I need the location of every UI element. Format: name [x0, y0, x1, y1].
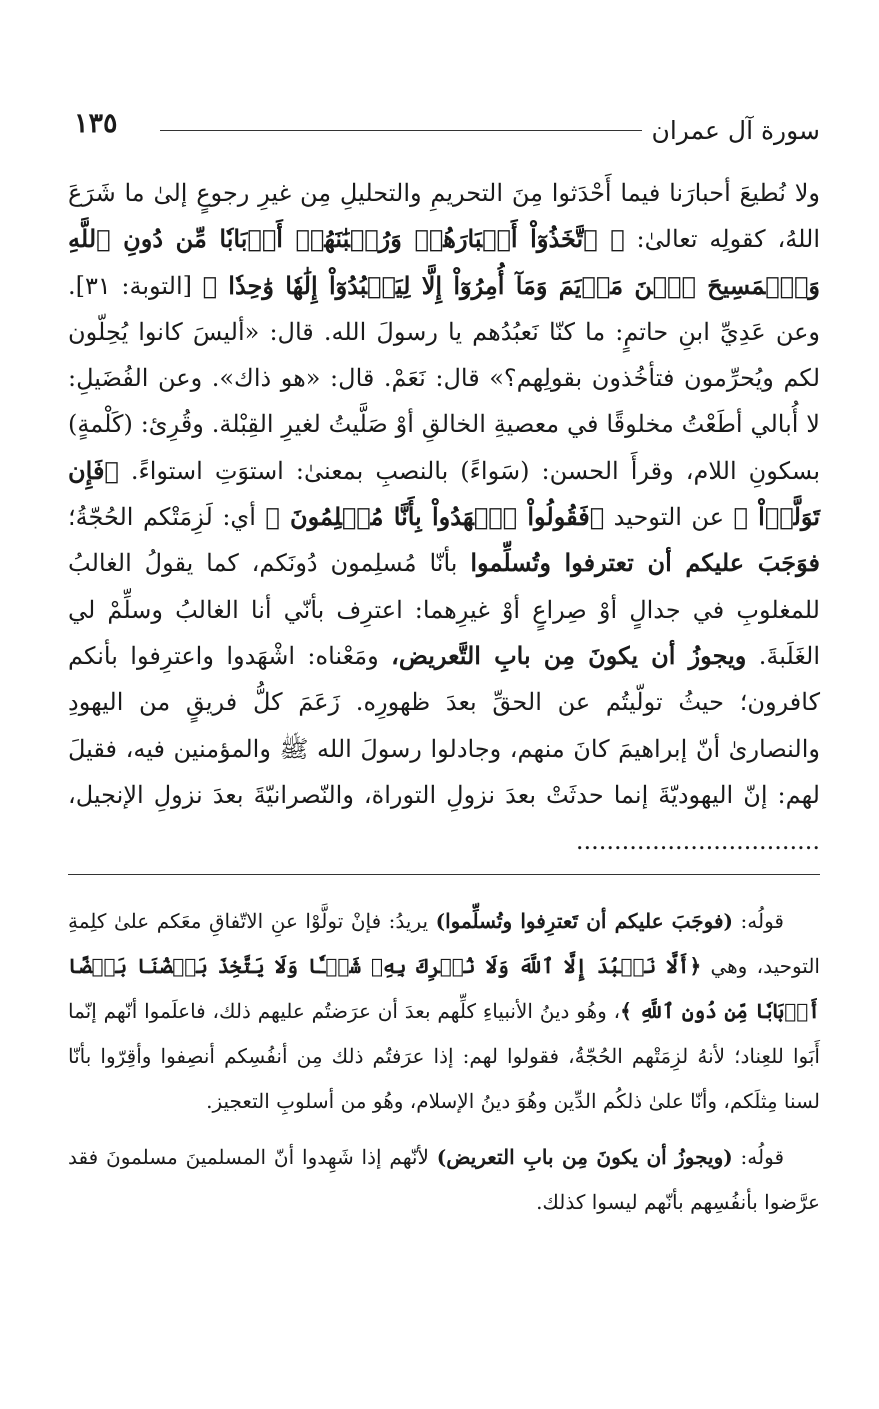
text-segment: ، وهُو دينُ الأنبياءِ كلِّهم بعدَ أن عرَضتُم عليهم ذلك، فاعلَموا أنّهم إنّما أَبَوا للعِناد؛ لأنهُ لزِمَتْهم الحُجّةُ، فقولوا لهم: إذا عرَفتُم ذلك مِن أنفُسِكم أنصِفوا وأقِرّوا بأنّا لسنا مِثلَكم، وأنّا علىٰ ذلكُم الدِّين وهُوَ دينُ الإسلام، وهُو من أسلوبِ التعجيز. — [68, 999, 820, 1113]
continuation-dots: ................................ — [575, 827, 820, 856]
text-segment: يريدُ: فإنْ تولَّوْا عنِ الاتّفاقِ معَكم علىٰ كلِمةِ التوحيد، وهي — [68, 909, 820, 979]
text-segment: قولُه: — [732, 1145, 784, 1170]
header-rule — [160, 130, 642, 131]
bold-phrase: فوَجَبَ عليكم أن تعترفوا وتُسلِّموا — [470, 548, 820, 578]
text-segment: لأنّهم إذا شَهِدوا أنّ المسلمينَ مسلمونَ فقد عرَّضوا بأنفُسِهم بأنّهم ليسوا كذلك. — [68, 1145, 820, 1215]
surah-title: سورة آل عمران — [651, 116, 820, 145]
bold-phrase: (ويجوزُ أن يكونَ مِن بابِ التعريض) — [436, 1145, 733, 1170]
page — [68, 108, 820, 1237]
footnote-2 — [68, 1135, 820, 1225]
page-number: ١٣٥ — [74, 108, 118, 139]
quran-verse: ﴿ ٱتَّخَذُوٓاْ أَحۡبَارَهُمۡ وَرُهۡبَٰنَهُمۡ أَرۡبَابٗا مِّن دُونِ ٱللَّهِ وَٱلۡمَسِيحَ ٱبۡنَ مَرۡيَمَ وَمَآ أُمِرُوٓاْ إِلَّا لِيَعۡبُدُوٓاْ إِلَٰهٗا وَٰحِدٗا ﴾ — [68, 224, 820, 300]
bold-phrase: (فوجَبَ عليكم أن تَعترِفوا وتُسلِّموا) — [435, 909, 734, 934]
text-segment: عن التوحيد — [604, 503, 734, 532]
quran-verse: ﴿فَإِن تَوَلَّوۡاْ ﴾ — [68, 455, 821, 532]
text-segment: [التوبة: ٣١]. وعن عَدِيِّ ابنِ حاتمٍ: ما كنّا نَعبُدُهم يا رسولَ الله. قال: «أليسَ كانوا يُحِلّون لكم ويُحرِّمون فتأخُذون بقولِهم؟» قال: نَعَمْ. قال: «هو ذاك». وعن الفُضَيلِ: لا أُبالي أطَعْتُ مخلوقًا في معصيةِ الخالقِ أوْ صَلَّيتُ لغيرِ القِبْلة. وقُرِئ: (كَلْمةٍ) بسكونِ اللام، وقرأَ الحسن: (سَواءً) بالنصبِ بمعنىٰ: استوَتِ استواءً. — [68, 271, 821, 485]
quran-verse: ﴿فَقُولُواْ ٱشۡهَدُواْ بِأَنَّا مُسۡلِمُونَ ﴾ — [265, 502, 605, 532]
footnote-divider — [68, 874, 820, 875]
bold-phrase: ويجوزُ أن يكونَ مِن بابِ التَّعريض، — [391, 640, 747, 670]
main-paragraph — [68, 170, 820, 864]
footnote-1 — [68, 899, 820, 1123]
footnotes — [68, 899, 820, 1225]
text-segment: قولُه: — [733, 909, 784, 934]
text-segment: ومَعْناه: اشْهَدوا واعترِفوا بأنكم كافرون؛ حيثُ تولّيتُم عن الحقِّ بعدَ ظهورِه. زَعَمَ كلُّ فريقٍ من اليهودِ والنصارىٰ أنّ إبراهيمَ كانَ منهم، وجادلوا رسولَ الله ﷺ والمؤمنين فيه، فقيلَ لهم: إنّ اليهوديّةَ إنما حدثَتْ بعدَ نزولِ التوراة، والنّصرانيّةَ بعدَ نزولِ الإنجيل، — [68, 641, 820, 809]
text-segment: أي: لَزِمَتْكم الحُجّةُ؛ — [68, 503, 266, 532]
main-text — [68, 170, 820, 864]
text-segment: ولا نُطيعَ أحبارَنا فيما أَحْدَثوا مِنَ التحريمِ والتحليلِ مِن غيرِ رجوعٍ إلىٰ ما شَرَعَ اللهُ، كقولِه تعالىٰ: — [68, 179, 820, 254]
page-header — [68, 108, 820, 156]
text-segment: بأنّا مُسلِمون دُونَكم، كما يقولُ الغالبُ للمغلوبِ في جدالٍ أوْ صِراعٍ أوْ غيرِهما: اعترِف بأنّي أنا الغالبُ وسلِّمْ لي الغَلَبةَ. — [68, 549, 820, 670]
quran-verse: ﴿أَلَّا نَعۡبُدَ إِلَّا ٱللَّهَ وَلَا نُشۡرِكَ بِهِۦ شَيۡـٔٗا وَلَا يَتَّخِذَ بَعۡضُنَا بَعۡضًا أَرۡبَابٗا مِّن دُونِ ٱللَّهِ ﴾ — [68, 954, 820, 1024]
